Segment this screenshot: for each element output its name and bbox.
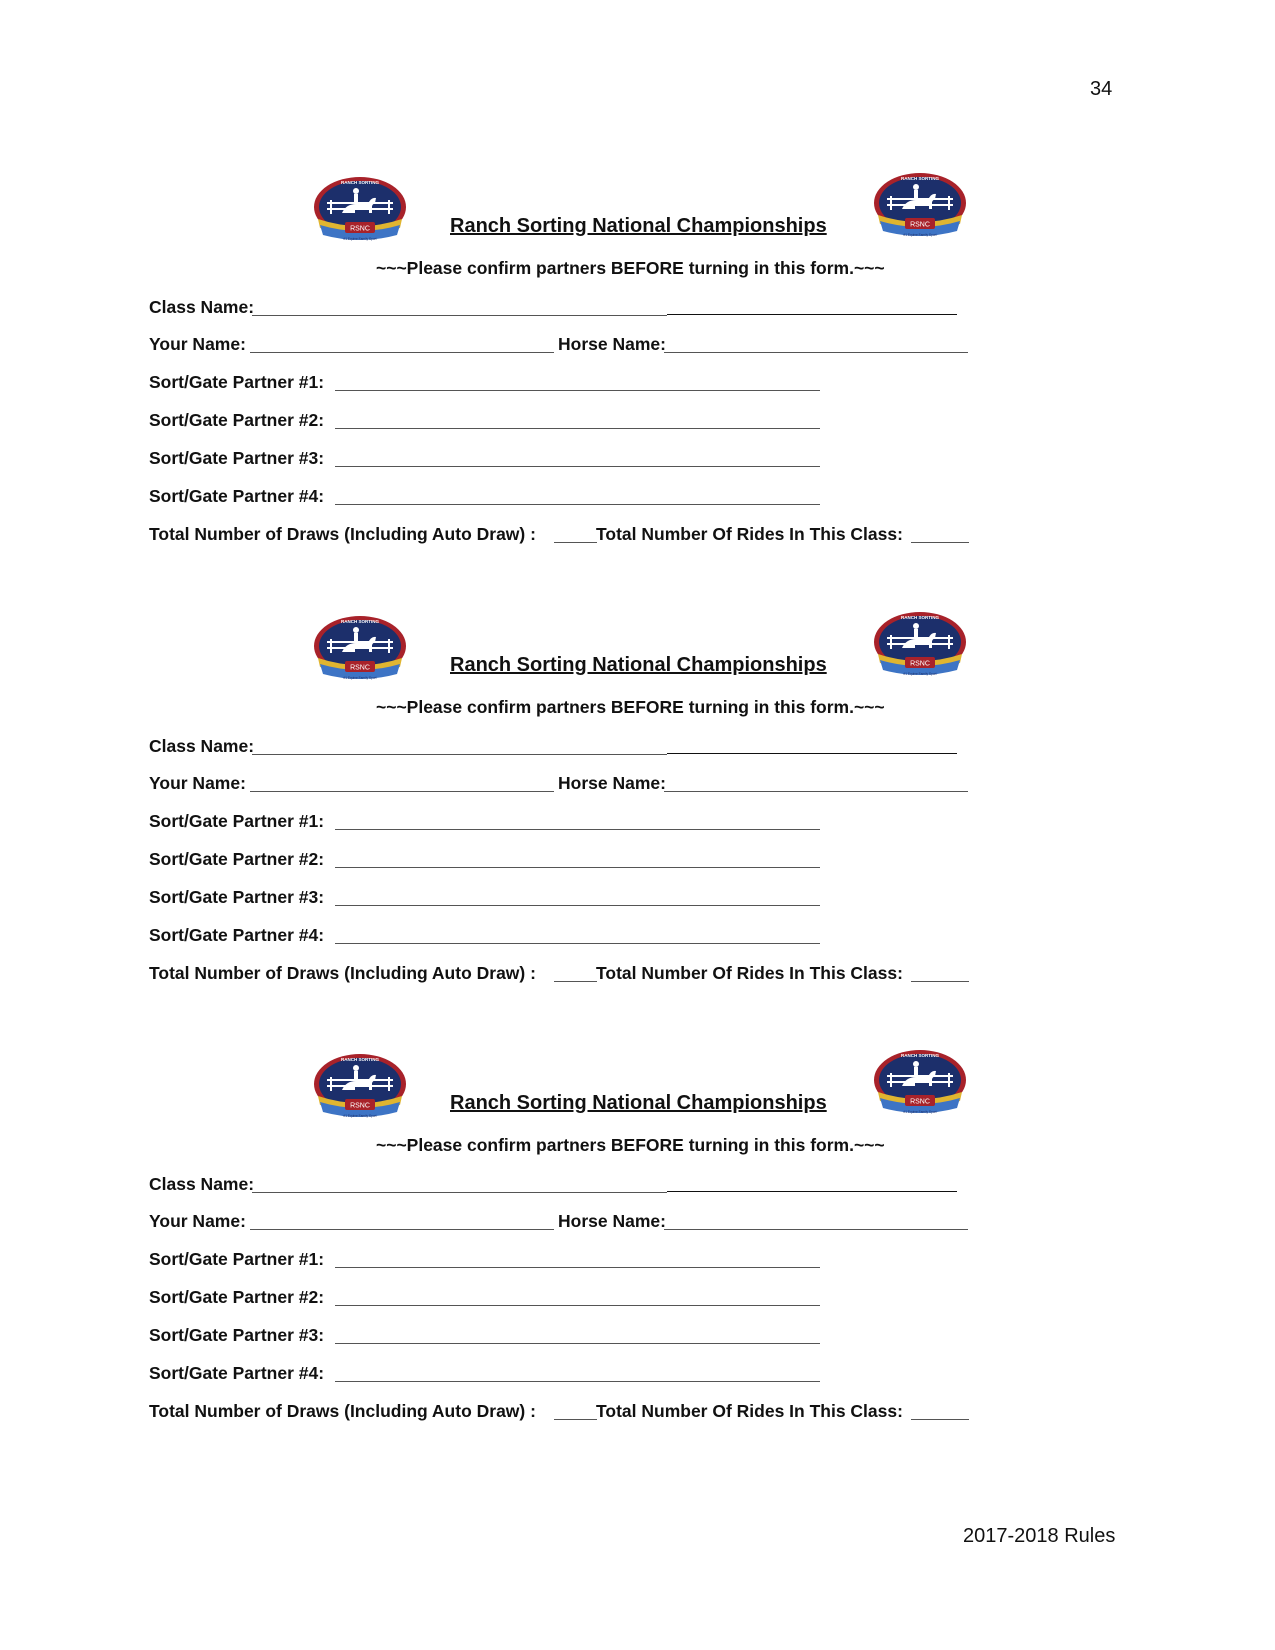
svg-text:RANCH SORTING: RANCH SORTING	[341, 619, 379, 624]
partner-4-label: Sort/Gate Partner #4:	[149, 486, 325, 506]
confirm-partners-notice: ~~~Please confirm partners BEFORE turning in this form.~~~	[376, 258, 885, 278]
partner-1-field[interactable]	[335, 1267, 820, 1268]
class-name-field-extension[interactable]	[667, 753, 957, 754]
svg-text:#1 Equine Family Sport: #1 Equine Family Sport	[343, 676, 377, 680]
partner-2-label: Sort/Gate Partner #2:	[149, 1287, 325, 1307]
partner-4-label: Sort/Gate Partner #4:	[149, 925, 325, 945]
partner-3-label: Sort/Gate Partner #3:	[149, 887, 325, 907]
partner-2-label: Sort/Gate Partner #2:	[149, 849, 325, 869]
class-name-field-extension[interactable]	[667, 314, 957, 315]
class-name-field[interactable]	[252, 754, 667, 755]
svg-text:RANCH SORTING: RANCH SORTING	[901, 176, 939, 181]
partner-4-field[interactable]	[335, 504, 820, 505]
partner-3-label: Sort/Gate Partner #3:	[149, 1325, 325, 1345]
partner-2-label: Sort/Gate Partner #2:	[149, 410, 325, 430]
svg-text:#1 Equine Family Sport: #1 Equine Family Sport	[903, 672, 937, 676]
svg-text:#1 Equine Family Sport: #1 Equine Family Sport	[903, 1110, 937, 1114]
your-name-label: Your Name:	[149, 773, 246, 793]
confirm-partners-notice: ~~~Please confirm partners BEFORE turning in this form.~~~	[376, 697, 885, 717]
svg-text:#1 Equine Family Sport: #1 Equine Family Sport	[343, 237, 377, 241]
horse-name-field[interactable]	[664, 1229, 968, 1230]
rides-label: Total Number Of Rides In This Class:	[596, 1401, 903, 1421]
partner-4-label: Sort/Gate Partner #4:	[149, 1363, 325, 1383]
svg-text:#1 Equine Family Sport: #1 Equine Family Sport	[903, 233, 937, 237]
draws-label: Total Number of Draws (Including Auto Draw) :	[149, 524, 536, 544]
your-name-field[interactable]	[250, 352, 554, 353]
confirm-partners-notice: ~~~Please confirm partners BEFORE turning in this form.~~~	[376, 1135, 885, 1155]
partner-1-label: Sort/Gate Partner #1:	[149, 811, 325, 831]
partner-4-field[interactable]	[335, 943, 820, 944]
your-name-field[interactable]	[250, 1229, 554, 1230]
footer-rules-year: 2017-2018 Rules	[963, 1525, 1116, 1547]
draws-label: Total Number of Draws (Including Auto Draw) :	[149, 963, 536, 983]
rsnc-logo-icon	[310, 614, 410, 690]
partner-1-label: Sort/Gate Partner #1:	[149, 1249, 325, 1269]
horse-name-field[interactable]	[664, 352, 968, 353]
form-title: Ranch Sorting National Championships	[450, 654, 827, 676]
class-name-label: Class Name:	[149, 297, 255, 317]
class-name-label: Class Name:	[149, 1174, 255, 1194]
svg-text:RSNC: RSNC	[910, 660, 930, 668]
rsnc-logo-icon	[870, 610, 970, 686]
partner-3-field[interactable]	[335, 1343, 820, 1344]
partner-3-field[interactable]	[335, 466, 820, 467]
partner-1-label: Sort/Gate Partner #1:	[149, 372, 325, 392]
svg-text:RSNC: RSNC	[910, 1098, 930, 1106]
partner-2-field[interactable]	[335, 1305, 820, 1306]
entry-form	[0, 614, 1275, 994]
rsnc-logo-right	[870, 610, 970, 686]
partner-1-field[interactable]	[335, 829, 820, 830]
rides-field[interactable]	[911, 542, 969, 543]
class-name-field[interactable]	[252, 315, 667, 316]
svg-text:RSNC: RSNC	[350, 225, 370, 233]
draws-label: Total Number of Draws (Including Auto Draw) :	[149, 1401, 536, 1421]
horse-name-label: Horse Name:	[558, 1211, 666, 1231]
partner-4-field[interactable]	[335, 1381, 820, 1382]
svg-text:RSNC: RSNC	[910, 221, 930, 229]
rsnc-logo-icon	[310, 175, 410, 251]
draws-field[interactable]	[554, 1419, 597, 1420]
partner-3-label: Sort/Gate Partner #3:	[149, 448, 325, 468]
rsnc-logo-right	[870, 1048, 970, 1124]
svg-text:RSNC: RSNC	[350, 664, 370, 672]
svg-text:RANCH SORTING: RANCH SORTING	[901, 1053, 939, 1058]
rsnc-logo-icon	[870, 171, 970, 247]
your-name-label: Your Name:	[149, 1211, 246, 1231]
rides-field[interactable]	[911, 1419, 969, 1420]
svg-text:RANCH SORTING: RANCH SORTING	[341, 180, 379, 185]
entry-form	[0, 1052, 1275, 1432]
page-number: 34	[1090, 78, 1113, 100]
partner-2-field[interactable]	[335, 867, 820, 868]
rsnc-logo-left	[310, 175, 410, 251]
rides-label: Total Number Of Rides In This Class:	[596, 963, 903, 983]
rsnc-logo-icon	[310, 1052, 410, 1128]
horse-name-label: Horse Name:	[558, 334, 666, 354]
form-title: Ranch Sorting National Championships	[450, 1092, 827, 1114]
rides-label: Total Number Of Rides In This Class:	[596, 524, 903, 544]
your-name-label: Your Name:	[149, 334, 246, 354]
your-name-field[interactable]	[250, 791, 554, 792]
horse-name-field[interactable]	[664, 791, 968, 792]
draws-field[interactable]	[554, 542, 597, 543]
rsnc-logo-left	[310, 614, 410, 690]
rides-field[interactable]	[911, 981, 969, 982]
draws-field[interactable]	[554, 981, 597, 982]
form-title: Ranch Sorting National Championships	[450, 215, 827, 237]
svg-text:RSNC: RSNC	[350, 1102, 370, 1110]
svg-text:#1 Equine Family Sport: #1 Equine Family Sport	[343, 1114, 377, 1118]
class-name-label: Class Name:	[149, 736, 255, 756]
partner-2-field[interactable]	[335, 428, 820, 429]
horse-name-label: Horse Name:	[558, 773, 666, 793]
svg-text:RANCH SORTING: RANCH SORTING	[341, 1057, 379, 1062]
class-name-field-extension[interactable]	[667, 1191, 957, 1192]
entry-form	[0, 175, 1275, 555]
rsnc-logo-left	[310, 1052, 410, 1128]
partner-3-field[interactable]	[335, 905, 820, 906]
svg-text:RANCH SORTING: RANCH SORTING	[901, 615, 939, 620]
class-name-field[interactable]	[252, 1192, 667, 1193]
rsnc-logo-icon	[870, 1048, 970, 1124]
rsnc-logo-right	[870, 171, 970, 247]
partner-1-field[interactable]	[335, 390, 820, 391]
